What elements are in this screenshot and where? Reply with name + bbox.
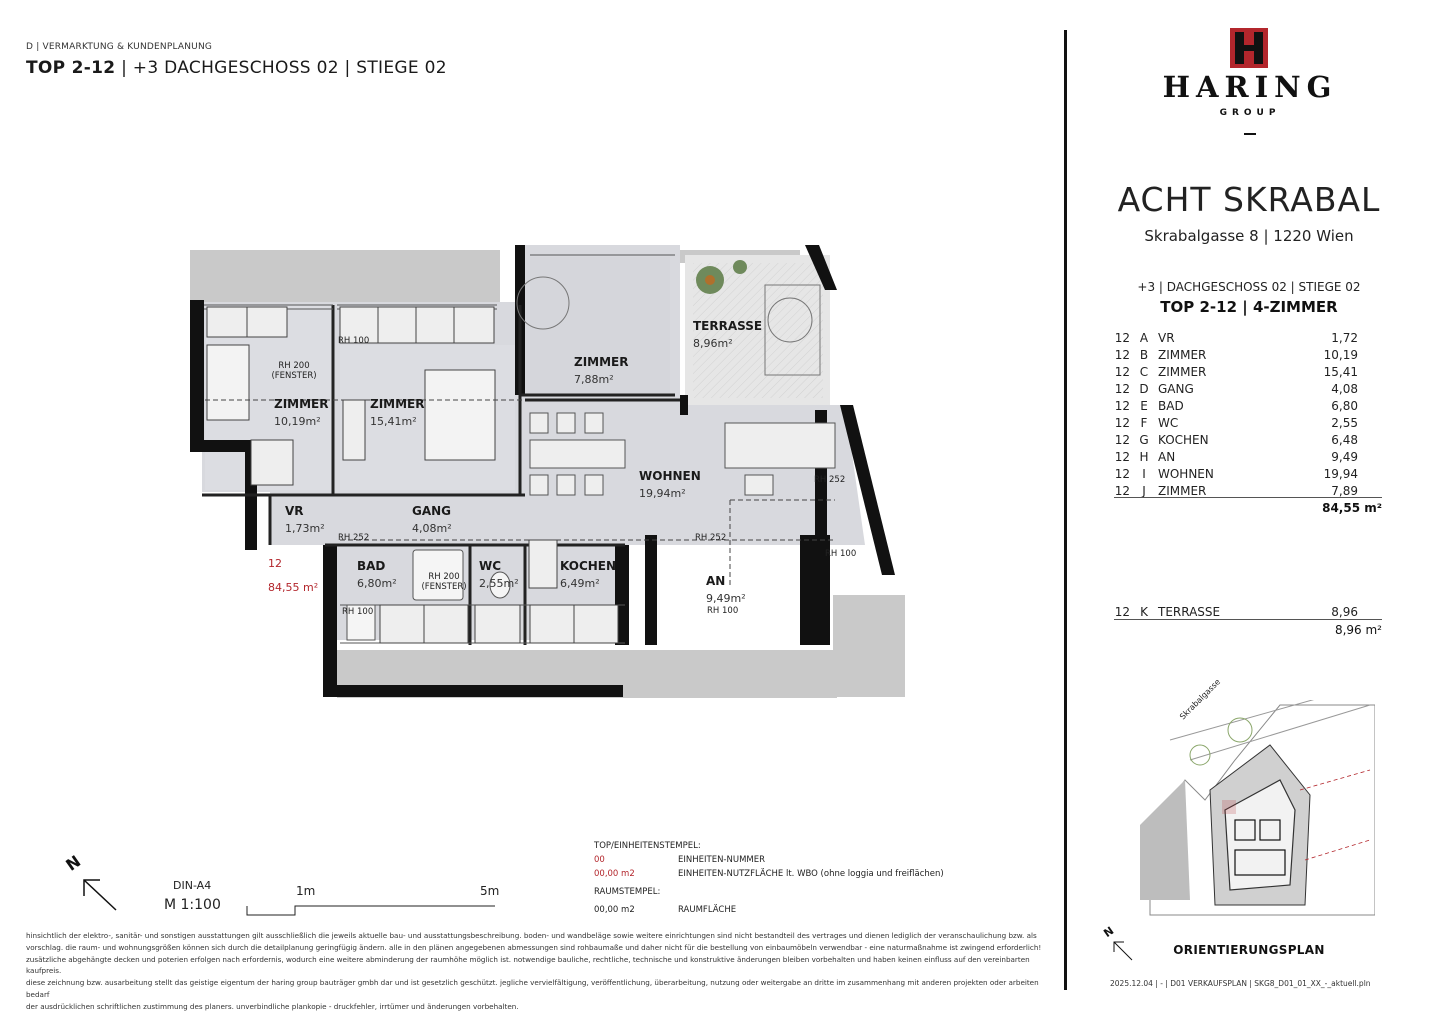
schedule-code: E (1140, 398, 1148, 413)
schedule-name: ZIMMER (1158, 364, 1207, 379)
room-label-j: ZIMMER (574, 355, 629, 369)
rh-label (269, 361, 319, 381)
roof-area-bottom-right (833, 595, 905, 697)
logo-wordmark: HARING (1162, 70, 1338, 104)
disclaimer-line: vorschlag. die raum- und wohnungsgrößen können sich durch die detailplanung geringfügig ändern. alle in den plänen angegebenen abmessungen sind rohbaumaße und daher nicht für die bestellung von einbaumöbeln verwendbar - eine naturmaßnahme ist zwingend erforderlich! (26, 942, 1042, 952)
schedule-top: 12 (1114, 483, 1130, 498)
schedule-area: 9,49 (1331, 449, 1358, 464)
outdoor-schedule-total: 8,96 m² (1334, 623, 1382, 637)
rh-label-line: (FENSTER) (271, 371, 317, 381)
rh-label: RH 100 (825, 549, 857, 559)
room-area-e: 6,80m² (357, 577, 397, 590)
room-area-k: 8,96m² (693, 337, 733, 350)
plan-title-rest: | +3 DACHGESCHOSS 02 | STIEGE 02 (115, 58, 447, 78)
room-area-b: 10,19m² (274, 415, 321, 428)
site-plan-drawing (1130, 700, 1375, 925)
rh-label: RH 100 (338, 336, 370, 346)
schedule-name: VR (1158, 330, 1175, 345)
outdoor-schedule-body (1114, 603, 1382, 620)
schedule-name: GANG (1158, 381, 1194, 396)
project-title: ACHT SKRABAL (1117, 180, 1381, 219)
schedule-row (1114, 414, 1382, 431)
schedule-area: 10,19 (1323, 347, 1358, 362)
disclaimer-line: der ausdrücklichen schriftlichen zustimmung des planers. unverbindliche plankopie - druckfehler, irrtümer und änderungen vorbehalten. (26, 1001, 519, 1011)
schedule-top: 12 (1114, 364, 1130, 379)
room-area-i: 19,94m² (639, 487, 686, 500)
schedule-top: 12 (1114, 347, 1130, 362)
schedule-name: AN (1158, 449, 1176, 464)
schedule-area: 6,48 (1331, 432, 1358, 447)
unit-stamp-area: 84,55 m² (268, 581, 319, 594)
disclaimer-line: diese zeichnung bzw. ausarbeitung stellt das geistige eigentum der haring group bauträger gmbh dar und ist gesetzlich geschützt. jegliche vervielfältigung, veröffentlichung, überarbeitung, nutzung oder weitergabe an dritte im zusammenhang mit anderen projekten oder arbeiten bedarf (26, 978, 1039, 999)
site-north-arrow-icon (1100, 920, 1136, 964)
schedule-row (1114, 448, 1382, 465)
room-label-f: WC (479, 559, 502, 573)
haring-group-logo (1162, 28, 1338, 138)
schedule-top: 12 (1114, 432, 1130, 447)
room-area-f: 2,55m² (479, 577, 519, 590)
schedule-top: 12 (1114, 381, 1130, 396)
rh-label-line: (FENSTER) (421, 582, 467, 592)
legend-area-desc: EINHEITEN-NUTZFLÄCHE lt. WBO (ohne loggia und freiflächen) (678, 869, 944, 879)
rh-label-line: RH 200 (428, 572, 460, 582)
panel-divider (1064, 30, 1067, 990)
room-label-d: GANG (412, 504, 452, 518)
room-label-k: TERRASSE (693, 319, 763, 333)
room-area-c: 15,41m² (370, 415, 417, 428)
schedule-name: ZIMMER (1158, 483, 1207, 498)
room-label-i: WOHNEN (639, 469, 701, 483)
room-schedule-rule (1114, 497, 1382, 498)
schedule-row (1114, 465, 1382, 482)
schedule-name: KOCHEN (1158, 432, 1209, 447)
rh-label (419, 572, 469, 592)
room-label-c: ZIMMER (370, 397, 425, 411)
legend-num-code: 00 (594, 855, 605, 865)
schedule-row (1114, 346, 1382, 363)
project-address: Skrabalgasse 8 | 1220 Wien (1144, 227, 1354, 245)
room-schedule-total: 84,55 m² (1322, 501, 1382, 515)
scale-bar (245, 882, 505, 922)
room-label-g: KOCHEN (560, 559, 617, 573)
rh-label: RH 252 (338, 533, 370, 543)
schedule-code: C (1139, 364, 1149, 379)
schedule-top: 12 (1114, 466, 1130, 481)
site-plan (1130, 677, 1375, 925)
room-schedule-body (1114, 329, 1382, 499)
rh-label-line: RH 200 (278, 361, 310, 371)
rh-label: RH 252 (695, 533, 727, 543)
schedule-row (1114, 431, 1382, 448)
scale-tick-1m: 1m (296, 884, 316, 898)
schedule-code: K (1140, 604, 1148, 619)
schedule-code: H (1139, 449, 1149, 464)
schedule-top: 12 (1114, 398, 1130, 413)
legend-num-desc: EINHEITEN-NUMMER (678, 855, 766, 865)
room-label-e: BAD (357, 559, 386, 573)
legend-room-code: 00,00 m2 (594, 905, 635, 915)
legend-title-unit: TOP/EINHEITENSTEMPEL: (594, 841, 701, 851)
schedule-code: A (1139, 330, 1149, 345)
schedule-code: B (1139, 347, 1149, 362)
room-area-j: 7,88m² (574, 373, 614, 386)
schedule-code: D (1139, 381, 1149, 396)
rh-label: RH 100 (342, 607, 374, 617)
schedule-row (1114, 329, 1382, 346)
disclaimer-line: hinsichtlich der elektro-, sanitär- und sonstigen ausstattungen gilt ausschließlich die jeweils aktuelle bau- und ausstattungsbeschreibung. boden- und wandbeläge sowie weitere einrichtungen sind nicht bestandteil des vertrages und dienen lediglich der veranschaulichung bzw. als (26, 931, 1037, 940)
schedule-top: 12 (1114, 415, 1130, 430)
schedule-code: F (1140, 415, 1148, 430)
svg-text:N: N (1101, 924, 1117, 941)
scale-ratio: M 1:100 (164, 897, 221, 913)
svg-text:N: N (62, 851, 85, 875)
schedule-top: 12 (1114, 330, 1130, 345)
legend-room-desc: RAUMFLÄCHE (678, 905, 737, 915)
schedule-row (1114, 397, 1382, 414)
schedule-row (1114, 380, 1382, 397)
schedule-name: ZIMMER (1158, 347, 1207, 362)
schedule-name: WOHNEN (1158, 466, 1214, 481)
document-code: 2025.12.04 | - | D01 VERKAUFSPLAN | SKG8_D01_01_XX_-_aktuell.pln (1110, 979, 1371, 988)
schedule-area: 15,41 (1323, 364, 1358, 379)
schedule-area: 6,80 (1331, 398, 1358, 413)
schedule-area: 1,72 (1331, 330, 1358, 345)
unit-stamp-number: 12 (268, 557, 282, 570)
schedule-area: 8,96 (1331, 604, 1358, 619)
legend-area-code: 00,00 m2 (594, 869, 635, 879)
schedule-top: 12 (1114, 604, 1130, 619)
scale-tick-5m: 5m (480, 884, 500, 898)
schedule-code: G (1139, 432, 1149, 447)
unit-floor-info: +3 | DACHGESCHOSS 02 | STIEGE 02 (1137, 280, 1361, 294)
schedule-code: I (1142, 466, 1146, 481)
scale-bar-drawing (245, 882, 505, 922)
schedule-row (1114, 363, 1382, 380)
room-area-d: 4,08m² (412, 522, 452, 535)
legend-title-room: RAUMSTEMPEL: (594, 887, 661, 897)
disclaimer (26, 930, 1050, 1013)
unit-title: TOP 2-12 | 4-ZIMMER (1160, 298, 1338, 316)
outdoor-schedule-table (1114, 603, 1382, 620)
rh-label: RH 100 (707, 606, 739, 616)
schedule-top: 12 (1114, 449, 1130, 464)
schedule-area: 2,55 (1331, 415, 1358, 430)
outdoor-schedule-rule (1114, 619, 1382, 620)
schedule-name: WC (1158, 415, 1179, 430)
floor-plan (185, 245, 905, 705)
room-area-g: 6,49m² (560, 577, 600, 590)
room-area-a: 1,73m² (285, 522, 325, 535)
plan-title-unit: TOP 2-12 (26, 58, 116, 78)
rh-label: RH 252 (814, 475, 846, 485)
room-label-a: VR (285, 504, 304, 518)
department-label: D | VERMARKTUNG & KUNDENPLANUNG (26, 42, 213, 52)
room-area-h: 9,49m² (706, 592, 746, 605)
disclaimer-line: zusätzliche abgehängte decken und poterien erfolgen nach erfordernis, wodurch eine weitere abminderung der raumhöhe möglich ist. notwendige bauliche, rechtliche, technische und konstruktive änderungen bleiben vorbehalten und haben keinen einfluss auf den vereinbarten kaufpreis. (26, 954, 1030, 976)
room-label-b: ZIMMER (274, 397, 329, 411)
schedule-row (1114, 603, 1382, 620)
schedule-code: J (1142, 483, 1146, 498)
north-arrow-icon (62, 846, 122, 916)
logo-subline: GROUP (1219, 108, 1281, 118)
floor-plan-drawing (185, 245, 905, 705)
schedule-area: 4,08 (1331, 381, 1358, 396)
plan-title (26, 58, 447, 78)
roof-area-top (190, 250, 500, 302)
schedule-area: 7,89 (1331, 483, 1358, 498)
site-plan-title: ORIENTIERUNGSPLAN (1173, 943, 1325, 957)
room-label-h: AN (706, 574, 726, 588)
paper-format: DIN-A4 (173, 879, 212, 892)
schedule-name: TERRASSE (1158, 604, 1221, 619)
site-street-label: Skrabalgasse (1178, 677, 1223, 722)
room-schedule-table (1114, 329, 1382, 499)
schedule-area: 19,94 (1323, 466, 1358, 481)
schedule-name: BAD (1158, 398, 1184, 413)
